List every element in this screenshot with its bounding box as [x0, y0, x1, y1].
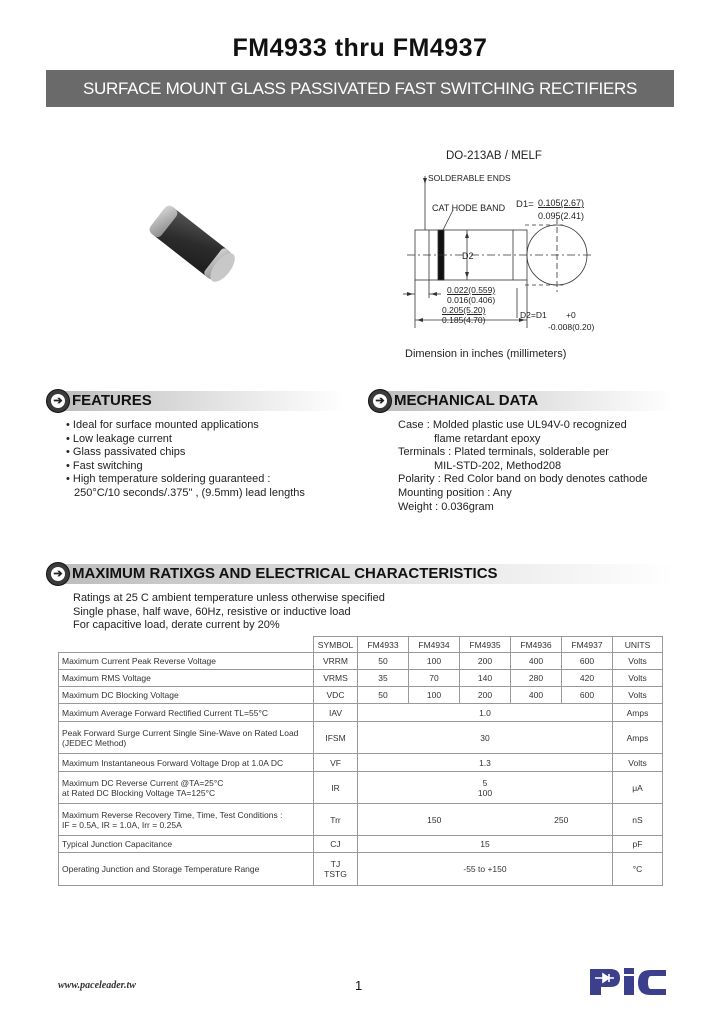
tolerance-plus: +0 — [566, 310, 576, 320]
package-drawing — [395, 168, 620, 338]
tolerance-minus: -0.008(0.20) — [548, 322, 595, 332]
list-item: • Glass passivated chips — [66, 446, 186, 459]
ratings-heading: MAXIMUM RATIXGS AND ELECTRICAL CHARACTERISTICS — [72, 565, 498, 582]
cathode-band-label: CAT HODE BAND — [432, 203, 506, 213]
table-row: Maximum Current Peak Reverse Voltage VRRM 50 100 200 400 600 Volts — [59, 653, 663, 670]
column-header: FM4934 — [409, 637, 460, 653]
length-max: 0.205(5.20) — [442, 305, 486, 315]
arrow-circle-icon: ➔ — [46, 562, 70, 586]
mech-line: Weight : 0.036gram — [398, 500, 494, 513]
d1-min: 0.095(2.41) — [538, 211, 585, 221]
list-item: • Low leakage current — [66, 432, 172, 445]
table-header-row — [59, 637, 663, 653]
table-row: Maximum Average Forward Rectified Current TL=55°C IAV 1.0 Amps — [59, 704, 663, 722]
list-item: • Fast switching — [66, 459, 143, 472]
band-max: 0.022(0.559) — [447, 285, 496, 295]
column-header: FM4937 — [562, 637, 613, 653]
pic-logo — [588, 965, 672, 997]
table-row: Typical Junction Capacitance CJ 15 pF — [59, 836, 663, 853]
features-header — [46, 389, 346, 413]
mech-line: Polarity : Red Color band on body denotes cathode — [398, 473, 648, 486]
features-heading: FEATURES — [72, 392, 152, 409]
title-banner: SURFACE MOUNT GLASS PASSIVATED FAST SWITCHING RECTIFIERS — [46, 70, 674, 107]
dimension-note: Dimension in inches (millimeters) — [405, 348, 567, 360]
ratings-table — [58, 636, 663, 886]
table-row: Maximum DC Blocking Voltage VDC 50 100 200 400 600 Volts — [59, 687, 663, 704]
list-item: 250°C/10 seconds/.375" , (9.5mm) lead lengths — [74, 486, 305, 499]
mechanical-header — [368, 389, 674, 413]
arrow-circle-icon: ➔ — [46, 389, 70, 413]
list-item: • Ideal for surface mounted applications — [66, 419, 259, 431]
note-line: Single phase, half wave, 60Hz, resistive or inductive load — [73, 605, 351, 618]
column-header: FM4936 — [511, 637, 562, 653]
note-line: For capacitive load, derate current by 20% — [73, 619, 280, 632]
mech-line: Terminals : Plated terminals, solderable per — [398, 446, 609, 459]
page-number: 1 — [355, 978, 363, 993]
arrow-circle-icon: ➔ — [368, 389, 392, 413]
table-row: Maximum RMS Voltage VRMS 35 70 140 280 420 Volts — [59, 670, 663, 687]
d2-equals-d1: D2=D1 — [520, 310, 547, 320]
features-list — [66, 419, 305, 501]
table-row: Operating Junction and Storage Temperature Range TJ TSTG -55 to +150 °C — [59, 853, 663, 886]
mechanical-heading: MECHANICAL DATA — [394, 392, 539, 409]
ratings-header — [46, 562, 674, 586]
solderable-ends-label: SOLDERABLE ENDS — [428, 173, 511, 183]
d1-label: D1= — [516, 199, 534, 210]
table-row: Peak Forward Surge Current Single Sine-Wave on Rated Load (JEDEC Method) IFSM 30 Amps — [59, 722, 663, 754]
column-header: UNITS — [613, 637, 663, 653]
mech-line: Mounting position : Any — [398, 486, 512, 499]
band-min: 0.016(0.406) — [447, 295, 496, 305]
mech-line: flame retardant epoxy — [434, 432, 541, 445]
mechanical-data — [398, 419, 648, 514]
column-header: FM4933 — [358, 637, 409, 653]
page-title: FM4933 thru FM4937 — [232, 34, 488, 62]
note-line: Ratings at 25 C ambient temperature unless otherwise specified — [73, 592, 385, 604]
table-row: Maximum Reverse Recovery Time, Time, Test Conditions : IF = 0.5A, IR = 1.0A, Irr = 0.25A Trr 150 250 nS — [59, 804, 663, 836]
table-row: Maximum DC Reverse Current @TA=25°C at Rated DC Blocking Voltage TA=125°C IR 5 100 μA — [59, 772, 663, 804]
mech-line: MIL-STD-202, Method208 — [434, 459, 562, 472]
footer-url: www.paceleader.tw — [58, 980, 136, 991]
d2-label: D2 — [462, 251, 474, 261]
list-item: • High temperature soldering guaranteed : — [66, 473, 271, 486]
column-header: FM4935 — [460, 637, 511, 653]
diode-photo — [140, 196, 250, 296]
mech-line: Case : Molded plastic use UL94V-0 recognized — [398, 419, 627, 431]
column-header: SYMBOL — [314, 637, 358, 653]
table-row: Maximum Instantaneous Forward Voltage Drop at 1.0A DC VF 1.3 Volts — [59, 754, 663, 772]
length-min: 0.185(4.70) — [442, 315, 486, 325]
d1-max: 0.105(2.67) — [538, 198, 585, 208]
ratings-notes — [73, 592, 385, 633]
package-name: DO-213AB / MELF — [446, 150, 542, 162]
